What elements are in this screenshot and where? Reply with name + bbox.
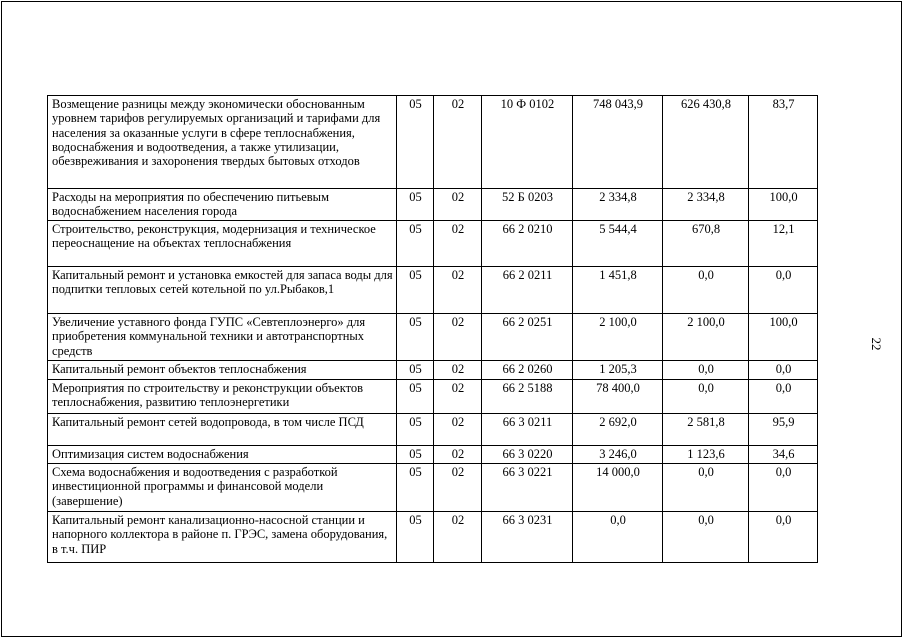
actual-amount-cell: 0,0: [663, 512, 749, 563]
budget-table: [47, 95, 818, 563]
planned-amount-cell: 2 334,8: [573, 189, 663, 221]
target-article-cell: 66 2 0251: [482, 314, 573, 361]
target-article-cell: 66 3 0221: [482, 464, 573, 512]
target-article-cell: 66 2 0260: [482, 361, 573, 380]
subsection-code-cell: 02: [434, 512, 482, 563]
planned-amount-cell: 14 000,0: [573, 464, 663, 512]
row-name-cell: Мероприятия по строительству и реконструкции объектов теплоснабжения, развитию теплоэнергетики: [48, 380, 397, 414]
subsection-code-cell: 02: [434, 380, 482, 414]
target-article-cell: 66 2 5188: [482, 380, 573, 414]
planned-amount-cell: 2 692,0: [573, 414, 663, 446]
subsection-code-cell: 02: [434, 189, 482, 221]
page-number: 22: [869, 337, 884, 351]
target-article-cell: 66 3 0220: [482, 446, 573, 464]
percent-cell: 0,0: [749, 267, 818, 314]
actual-amount-cell: 2 581,8: [663, 414, 749, 446]
planned-amount-cell: 2 100,0: [573, 314, 663, 361]
table-row: [48, 380, 818, 414]
table-row: [48, 446, 818, 464]
subsection-code-cell: 02: [434, 221, 482, 267]
table-row: [48, 96, 818, 189]
percent-cell: 34,6: [749, 446, 818, 464]
target-article-cell: 10 Ф 0102: [482, 96, 573, 189]
row-name-cell: Капитальный ремонт канализационно-насосной станции и напорного коллектора в районе п. ГРЭС, замена оборудования, в т.ч. ПИР: [48, 512, 397, 563]
row-name-cell: Расходы на мероприятия по обеспечению питьевым водоснабжением населения города: [48, 189, 397, 221]
section-code-cell: 05: [397, 414, 434, 446]
actual-amount-cell: 670,8: [663, 221, 749, 267]
percent-cell: 100,0: [749, 189, 818, 221]
row-name-cell: Капитальный ремонт и установка емкостей для запаса воды для подпитки тепловых сетей котельной по ул.Рыбаков,1: [48, 267, 397, 314]
subsection-code-cell: 02: [434, 267, 482, 314]
row-name-cell: Возмещение разницы между экономически обоснованным уровнем тарифов регулируемых организаций и тарифами для населения за оказанные услуги в сфере теплоснабжения, водоснабжения и водоотведения, а также утилизации, обезвреживания и захоронения твердых бытовых отходов: [48, 96, 397, 189]
row-name-cell: Схема водоснабжения и водоотведения с разработкой инвестиционной программы и финансовой модели (завершение): [48, 464, 397, 512]
table-row: [48, 314, 818, 361]
table-row: [48, 361, 818, 380]
percent-cell: 95,9: [749, 414, 818, 446]
target-article-cell: 52 Б 0203: [482, 189, 573, 221]
table-row: [48, 267, 818, 314]
section-code-cell: 05: [397, 96, 434, 189]
section-code-cell: 05: [397, 446, 434, 464]
planned-amount-cell: 748 043,9: [573, 96, 663, 189]
percent-cell: 0,0: [749, 512, 818, 563]
planned-amount-cell: 0,0: [573, 512, 663, 563]
row-name-cell: Строительство, реконструкция, модернизация и техническое переоснащение на объектах теплоснабжения: [48, 221, 397, 267]
subsection-code-cell: 02: [434, 361, 482, 380]
section-code-cell: 05: [397, 361, 434, 380]
percent-cell: 0,0: [749, 380, 818, 414]
actual-amount-cell: 0,0: [663, 361, 749, 380]
section-code-cell: 05: [397, 221, 434, 267]
actual-amount-cell: 0,0: [663, 267, 749, 314]
percent-cell: 83,7: [749, 96, 818, 189]
section-code-cell: 05: [397, 512, 434, 563]
table-row: [48, 512, 818, 563]
actual-amount-cell: 2 100,0: [663, 314, 749, 361]
row-name-cell: Капитальный ремонт объектов теплоснабжения: [48, 361, 397, 380]
actual-amount-cell: 626 430,8: [663, 96, 749, 189]
row-name-cell: Капитальный ремонт сетей водопровода, в том числе ПСД: [48, 414, 397, 446]
percent-cell: 0,0: [749, 361, 818, 380]
subsection-code-cell: 02: [434, 464, 482, 512]
target-article-cell: 66 3 0231: [482, 512, 573, 563]
planned-amount-cell: 3 246,0: [573, 446, 663, 464]
actual-amount-cell: 0,0: [663, 380, 749, 414]
actual-amount-cell: 0,0: [663, 464, 749, 512]
table-row: [48, 464, 818, 512]
target-article-cell: 66 2 0210: [482, 221, 573, 267]
planned-amount-cell: 78 400,0: [573, 380, 663, 414]
row-name-cell: Увеличение уставного фонда ГУПС «Севтеплоэнерго» для приобретения коммунальной техники и автотранспортных средств: [48, 314, 397, 361]
section-code-cell: 05: [397, 464, 434, 512]
table-row: [48, 414, 818, 446]
table-body: [48, 96, 818, 563]
target-article-cell: 66 3 0211: [482, 414, 573, 446]
planned-amount-cell: 5 544,4: [573, 221, 663, 267]
subsection-code-cell: 02: [434, 446, 482, 464]
planned-amount-cell: 1 205,3: [573, 361, 663, 380]
target-article-cell: 66 2 0211: [482, 267, 573, 314]
section-code-cell: 05: [397, 314, 434, 361]
row-name-cell: Оптимизация систем водоснабжения: [48, 446, 397, 464]
table-row: [48, 189, 818, 221]
section-code-cell: 05: [397, 267, 434, 314]
actual-amount-cell: 1 123,6: [663, 446, 749, 464]
subsection-code-cell: 02: [434, 314, 482, 361]
percent-cell: 12,1: [749, 221, 818, 267]
section-code-cell: 05: [397, 380, 434, 414]
percent-cell: 0,0: [749, 464, 818, 512]
subsection-code-cell: 02: [434, 414, 482, 446]
actual-amount-cell: 2 334,8: [663, 189, 749, 221]
subsection-code-cell: 02: [434, 96, 482, 189]
section-code-cell: 05: [397, 189, 434, 221]
planned-amount-cell: 1 451,8: [573, 267, 663, 314]
table-row: [48, 221, 818, 267]
percent-cell: 100,0: [749, 314, 818, 361]
